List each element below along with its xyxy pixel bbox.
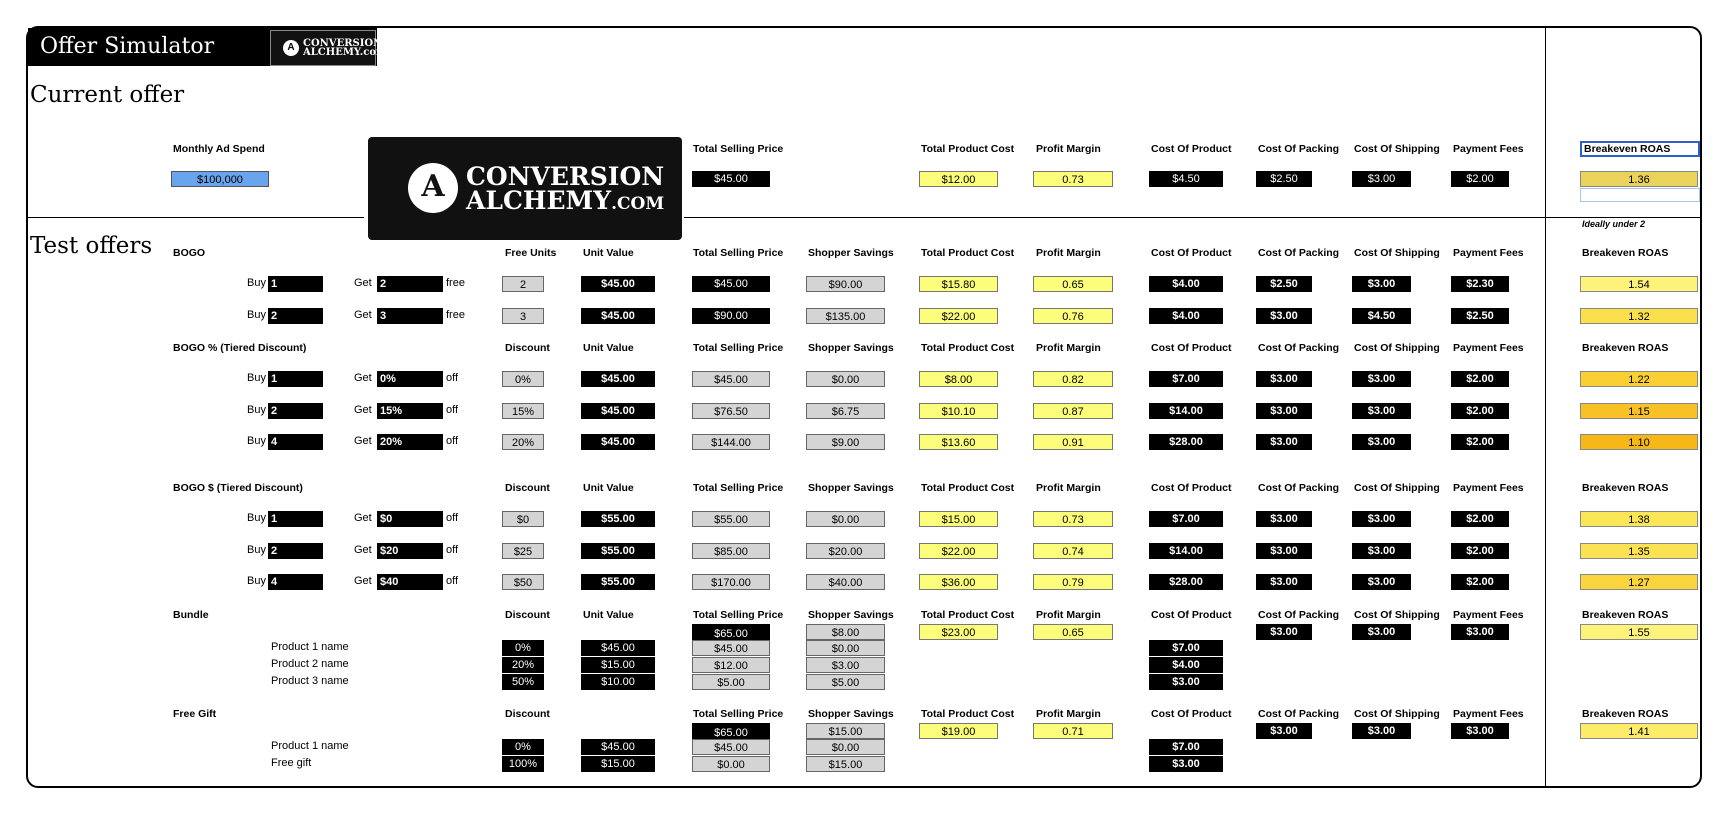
bogo-pct-row-total-selling-price: $144.00: [692, 434, 770, 450]
bogo-pct-row-profit-margin: 0.91: [1033, 434, 1113, 450]
section-test-offers: Test offers: [30, 233, 153, 259]
bogo-row-profit-margin: 0.76: [1033, 308, 1113, 324]
free-gift-cost-of-shipping: $3.00: [1352, 723, 1411, 739]
free-gift-item-shopper-savings: $15.00: [806, 756, 885, 772]
bogo-row-get-input[interactable]: 2: [377, 276, 443, 292]
bogo-row-shopper-savings: $135.00: [806, 308, 885, 324]
bogo-dollar-row-get-input[interactable]: $20: [377, 543, 443, 559]
bogo-row-unit-value: $45.00: [581, 276, 655, 292]
bogo-dollar-row-cost-of-shipping: $3.00: [1352, 574, 1411, 590]
bogo-row-cost-of-packing: $3.00: [1256, 308, 1312, 324]
bundle-header-discount: Discount: [505, 609, 550, 621]
bundle-item-unit-value[interactable]: $10.00: [581, 674, 655, 690]
bogo-header-total-selling-price: Total Selling Price: [693, 247, 784, 259]
bogo-pct-row-cost-of-shipping: $3.00: [1352, 434, 1411, 450]
bogo-dollar-row-suffix-label: off: [446, 544, 459, 556]
bogo-pct-row-total-selling-price: $76.50: [692, 403, 770, 419]
bogo-dollar-row-total-product-cost: $22.00: [919, 543, 998, 559]
free-gift-header-cost-of-packing: Cost Of Packing: [1258, 708, 1340, 720]
bogo-dollar-row-unit-value: $55.00: [581, 543, 655, 559]
free-gift-item-unit-value[interactable]: $45.00: [581, 739, 655, 755]
bogo-pct-row-buy-input[interactable]: 1: [268, 371, 323, 387]
bogo-pct-row-cost-of-product: $7.00: [1149, 371, 1223, 387]
section-current-offer: Current offer: [30, 82, 185, 108]
bundle-header-cost-of-product: Cost Of Product: [1151, 609, 1232, 621]
bogo-pct-header-payment-fees: Payment Fees: [1453, 342, 1524, 354]
bogo-pct-row-payment-fees: $2.00: [1451, 434, 1509, 450]
bogo-dollar-row-total-product-cost: $36.00: [919, 574, 998, 590]
free-gift-header-total-product-cost: Total Product Cost: [921, 708, 1015, 720]
bogo-dollar-row-cost-of-product: $28.00: [1149, 574, 1223, 590]
bogo-dollar-row-suffix-label: off: [446, 575, 459, 587]
bogo-pct-row-cost-of-shipping: $3.00: [1352, 371, 1411, 387]
bogo-dollar-row-cost-of-packing: $3.00: [1256, 511, 1312, 527]
bogo-pct-row-shopper-savings: $9.00: [806, 434, 885, 450]
bogo-dollar-row-get-label: Get: [354, 575, 372, 587]
bundle-item-shopper-savings: $5.00: [806, 674, 885, 690]
bundle-item-name: Product 1 name: [271, 641, 349, 653]
bogo-header-cost-of-packing: Cost Of Packing: [1258, 247, 1340, 259]
bogo-row-breakeven-roas: 1.32: [1580, 308, 1698, 324]
bogo-dollar-header-payment-fees: Payment Fees: [1453, 482, 1524, 494]
selected-cell[interactable]: [1580, 188, 1700, 202]
bundle-payment-fees: $3.00: [1451, 624, 1509, 640]
free-gift-payment-fees: $3.00: [1451, 723, 1509, 739]
bogo-dollar-row-profit-margin: 0.74: [1033, 543, 1113, 559]
free-gift-breakeven-roas: 1.41: [1580, 723, 1698, 739]
bogo-dollar-row-unit-value: $55.00: [581, 511, 655, 527]
bogo-pct-header-unit-value: Unit Value: [583, 342, 634, 354]
bogo-row-units: 2: [502, 276, 544, 292]
current-profit-margin: 0.73: [1033, 171, 1113, 187]
bogo-dollar-row-total-selling-price: $170.00: [692, 574, 770, 590]
bogo-pct-header-discount: Discount: [505, 342, 550, 354]
free-gift-item-shopper-savings: $0.00: [806, 739, 885, 755]
bogo-pct-row-get-label: Get: [354, 404, 372, 416]
bogo-pct-header-total-selling-price: Total Selling Price: [693, 342, 784, 354]
bogo-dollar-row-payment-fees: $2.00: [1451, 511, 1509, 527]
bogo-row-total-selling-price: $45.00: [692, 276, 770, 292]
bundle-item-unit-value[interactable]: $45.00: [581, 640, 655, 656]
bogo-pct-row-breakeven-roas: 1.15: [1580, 403, 1698, 419]
free-gift-cost-of-packing: $3.00: [1256, 723, 1312, 739]
current-payment-fees: $2.00: [1451, 171, 1509, 187]
bogo-dollar-row-cost-of-product: $7.00: [1149, 511, 1223, 527]
bogo-row-get-label: Get: [354, 277, 372, 289]
current-cost-of-shipping: $3.00: [1352, 171, 1411, 187]
current-cost-of-packing: $2.50: [1256, 171, 1312, 187]
bogo-dollar-header-cost-of-shipping: Cost Of Shipping: [1354, 482, 1440, 494]
bogo-pct-header-cost-of-packing: Cost Of Packing: [1258, 342, 1340, 354]
bogo-pct-row-profit-margin: 0.87: [1033, 403, 1113, 419]
bogo-row-profit-margin: 0.65: [1033, 276, 1113, 292]
bogo-pct-row-shopper-savings: $6.75: [806, 403, 885, 419]
bundle-shopper-savings: $8.00: [806, 624, 885, 640]
bogo-dollar-row-profit-margin: 0.73: [1033, 511, 1113, 527]
bogo-row-get-input[interactable]: 3: [377, 308, 443, 324]
bundle-item-cost-of-product[interactable]: $4.00: [1149, 657, 1223, 673]
bogo-row-buy-label: Buy: [247, 277, 266, 289]
bogo-pct-row-buy-input[interactable]: 2: [268, 403, 323, 419]
free-gift-item-name: Free gift: [271, 757, 312, 769]
bogo-dollar-row-buy-label: Buy: [247, 512, 266, 524]
brand-mark-icon: A: [408, 163, 458, 213]
bundle-item-name: Product 2 name: [271, 658, 349, 670]
bundle-header-breakeven-roas: Breakeven ROAS: [1582, 609, 1669, 621]
bogo-pct-row-unit-value: $45.00: [581, 371, 655, 387]
bogo-pct-row-payment-fees: $2.00: [1451, 371, 1509, 387]
bundle-item-cost-of-product[interactable]: $3.00: [1149, 674, 1223, 690]
free-gift-total-product-cost: $19.00: [919, 723, 998, 739]
bogo-pct-row-breakeven-roas: 1.22: [1580, 371, 1698, 387]
header-cost-of-shipping: Cost Of Shipping: [1354, 143, 1440, 155]
bogo-row-buy-label: Buy: [247, 309, 266, 321]
brand-mark-icon: A: [283, 40, 299, 56]
bogo-row-cost-of-packing: $2.50: [1256, 276, 1312, 292]
bogo-pct-row-cost-of-product: $14.00: [1149, 403, 1223, 419]
bogo-dollar-row-breakeven-roas: 1.35: [1580, 543, 1698, 559]
bogo-pct-row-cost-of-packing: $3.00: [1256, 403, 1312, 419]
bogo-dollar-row-get-input[interactable]: $40: [377, 574, 443, 590]
bogo-row-buy-input[interactable]: 1: [268, 276, 323, 292]
free-gift-header-profit-margin: Profit Margin: [1036, 708, 1101, 720]
bogo-row-units: 3: [502, 308, 544, 324]
current-cost-of-product: $4.50: [1149, 171, 1223, 187]
bogo-dollar-title: BOGO $ (Tiered Discount): [173, 482, 303, 494]
free-gift-item-discount[interactable]: 100%: [502, 756, 544, 772]
free-gift-title: Free Gift: [173, 708, 217, 720]
bogo-pct-row-buy-label: Buy: [247, 435, 266, 447]
brand-logo-small: [270, 30, 387, 66]
bogo-pct-header-profit-margin: Profit Margin: [1036, 342, 1101, 354]
bogo-pct-row-cost-of-packing: $3.00: [1256, 434, 1312, 450]
bundle-item-cost-of-product[interactable]: $7.00: [1149, 640, 1223, 656]
header-cost-of-packing: Cost Of Packing: [1258, 143, 1340, 155]
bogo-dollar-row-unit-value: $55.00: [581, 574, 655, 590]
bogo-dollar-row-buy-input[interactable]: 2: [268, 543, 323, 559]
free-gift-item-cost-of-product[interactable]: $3.00: [1149, 756, 1223, 772]
bogo-title: BOGO: [173, 247, 206, 259]
bundle-header-cost-of-shipping: Cost Of Shipping: [1354, 609, 1440, 621]
bogo-pct-row-get-input[interactable]: 15%: [377, 403, 443, 419]
bogo-pct-row-buy-label: Buy: [247, 372, 266, 384]
bogo-row-total-product-cost: $22.00: [919, 308, 998, 324]
free-gift-total-selling-price: $65.00: [692, 723, 770, 739]
bogo-dollar-header-cost-of-packing: Cost Of Packing: [1258, 482, 1340, 494]
bogo-pct-row-get-label: Get: [354, 435, 372, 447]
current-total-selling-price: $45.00: [692, 171, 770, 187]
bogo-row-payment-fees: $2.30: [1451, 276, 1509, 292]
bogo-pct-row-shopper-savings: $0.00: [806, 371, 885, 387]
header-total-selling-price: Total Selling Price: [693, 143, 784, 155]
bogo-dollar-row-cost-of-packing: $3.00: [1256, 543, 1312, 559]
bundle-header-shopper-savings: Shopper Savings: [808, 609, 894, 621]
header-monthly-ad-spend: Monthly Ad Spend: [173, 143, 265, 155]
section-divider-right: [684, 217, 1700, 218]
free-gift-header-cost-of-shipping: Cost Of Shipping: [1354, 708, 1440, 720]
bogo-dollar-row-buy-label: Buy: [247, 544, 266, 556]
bundle-header-total-selling-price: Total Selling Price: [693, 609, 784, 621]
bundle-item-unit-value[interactable]: $15.00: [581, 657, 655, 673]
bogo-row-buy-input[interactable]: 2: [268, 308, 323, 324]
bundle-header-unit-value: Unit Value: [583, 609, 634, 621]
free-gift-item-unit-value[interactable]: $15.00: [581, 756, 655, 772]
free-gift-header-discount: Discount: [505, 708, 550, 720]
bogo-dollar-row-payment-fees: $2.00: [1451, 543, 1509, 559]
bogo-header-shopper-savings: Shopper Savings: [808, 247, 894, 259]
bogo-dollar-row-buy-input[interactable]: 4: [268, 574, 323, 590]
bogo-dollar-row-shopper-savings: $40.00: [806, 574, 885, 590]
bogo-pct-row-cost-of-shipping: $3.00: [1352, 403, 1411, 419]
bogo-row-shopper-savings: $90.00: [806, 276, 885, 292]
bogo-dollar-row-shopper-savings: $0.00: [806, 511, 885, 527]
bogo-row-total-product-cost: $15.80: [919, 276, 998, 292]
free-gift-item-discount[interactable]: 0%: [502, 739, 544, 755]
bogo-row-cost-of-product: $4.00: [1149, 276, 1223, 292]
bundle-profit-margin: 0.65: [1033, 624, 1113, 640]
bogo-dollar-header-unit-value: Unit Value: [583, 482, 634, 494]
bogo-pct-header-cost-of-product: Cost Of Product: [1151, 342, 1232, 354]
bogo-header-payment-fees: Payment Fees: [1453, 247, 1524, 259]
bogo-pct-row-buy-input[interactable]: 4: [268, 434, 323, 450]
bogo-pct-row-get-label: Get: [354, 372, 372, 384]
bogo-pct-row-profit-margin: 0.82: [1033, 371, 1113, 387]
bogo-pct-row-disc: 15%: [502, 403, 544, 419]
bogo-dollar-row-payment-fees: $2.00: [1451, 574, 1509, 590]
bogo-row-total-selling-price: $90.00: [692, 308, 770, 324]
bundle-item-discount[interactable]: 0%: [502, 640, 544, 656]
bogo-dollar-header-total-selling-price: Total Selling Price: [693, 482, 784, 494]
bogo-pct-row-suffix-label: off: [446, 435, 459, 447]
bundle-item-name: Product 3 name: [271, 675, 349, 687]
bogo-row-cost-of-shipping: $3.00: [1352, 276, 1411, 292]
current-total-product-cost: $12.00: [919, 171, 998, 187]
app-title: Offer Simulator: [40, 34, 215, 59]
bundle-title: Bundle: [173, 609, 209, 621]
bogo-dollar-row-total-selling-price: $85.00: [692, 543, 770, 559]
bogo-row-breakeven-roas: 1.54: [1580, 276, 1698, 292]
free-gift-header-breakeven-roas: Breakeven ROAS: [1582, 708, 1669, 720]
bogo-dollar-row-total-selling-price: $55.00: [692, 511, 770, 527]
bogo-row-suffix-label: free: [446, 309, 465, 321]
bundle-item-shopper-savings: $3.00: [806, 657, 885, 673]
bogo-dollar-row-cost-of-shipping: $3.00: [1352, 543, 1411, 559]
bogo-header-free-units: Free Units: [505, 247, 557, 259]
bogo-dollar-header-profit-margin: Profit Margin: [1036, 482, 1101, 494]
free-gift-header-shopper-savings: Shopper Savings: [808, 708, 894, 720]
bogo-pct-row-disc: 0%: [502, 371, 544, 387]
bogo-dollar-row-buy-input[interactable]: 1: [268, 511, 323, 527]
header-breakeven-roas[interactable]: Breakeven ROAS: [1580, 141, 1700, 157]
bundle-header-payment-fees: Payment Fees: [1453, 609, 1524, 621]
bundle-item-discount[interactable]: 50%: [502, 674, 544, 690]
bogo-pct-row-suffix-label: off: [446, 372, 459, 384]
bogo-pct-row-get-input[interactable]: 20%: [377, 434, 443, 450]
current-breakeven-roas: 1.36: [1580, 171, 1698, 187]
bogo-dollar-row-buy-label: Buy: [247, 575, 266, 587]
bogo-header-profit-margin: Profit Margin: [1036, 247, 1101, 259]
bogo-dollar-row-profit-margin: 0.79: [1033, 574, 1113, 590]
bogo-dollar-row-cost-of-product: $14.00: [1149, 543, 1223, 559]
bogo-pct-row-breakeven-roas: 1.10: [1580, 434, 1698, 450]
bogo-dollar-row-get-label: Get: [354, 512, 372, 524]
bundle-item-total-selling-price: $12.00: [692, 657, 770, 673]
bogo-dollar-header-total-product-cost: Total Product Cost: [921, 482, 1015, 494]
bundle-cost-of-shipping: $3.00: [1352, 624, 1411, 640]
bundle-breakeven-roas: 1.55: [1580, 624, 1698, 640]
bogo-dollar-row-disc: $0: [502, 511, 544, 527]
bundle-item-total-selling-price: $45.00: [692, 640, 770, 656]
bogo-row-payment-fees: $2.50: [1451, 308, 1509, 324]
free-gift-item-cost-of-product[interactable]: $7.00: [1149, 739, 1223, 755]
bogo-row-cost-of-product: $4.00: [1149, 308, 1223, 324]
bogo-pct-header-shopper-savings: Shopper Savings: [808, 342, 894, 354]
brand-logo: [368, 137, 682, 240]
bogo-dollar-row-suffix-label: off: [446, 512, 459, 524]
bogo-dollar-header-breakeven-roas: Breakeven ROAS: [1582, 482, 1669, 494]
bogo-pct-row-suffix-label: off: [446, 404, 459, 416]
free-gift-item-total-selling-price: $45.00: [692, 739, 770, 755]
bogo-dollar-row-shopper-savings: $20.00: [806, 543, 885, 559]
brand-wordmark: CONVERSION ALCHEMY.COM: [466, 162, 665, 215]
bogo-row-cost-of-shipping: $4.50: [1352, 308, 1411, 324]
bogo-pct-row-payment-fees: $2.00: [1451, 403, 1509, 419]
bogo-dollar-row-get-label: Get: [354, 544, 372, 556]
bogo-header-cost-of-product: Cost Of Product: [1151, 247, 1232, 259]
bogo-header-unit-value: Unit Value: [583, 247, 634, 259]
bogo-row-suffix-label: free: [446, 277, 465, 289]
bundle-item-discount[interactable]: 20%: [502, 657, 544, 673]
bogo-dollar-header-cost-of-product: Cost Of Product: [1151, 482, 1232, 494]
free-gift-profit-margin: 0.71: [1033, 723, 1113, 739]
bundle-item-shopper-savings: $0.00: [806, 640, 885, 656]
section-divider: [28, 217, 364, 218]
header-payment-fees: Payment Fees: [1453, 143, 1524, 155]
bundle-header-profit-margin: Profit Margin: [1036, 609, 1101, 621]
bundle-total-product-cost: $23.00: [919, 624, 998, 640]
bogo-pct-row-cost-of-product: $28.00: [1149, 434, 1223, 450]
bogo-dollar-row-cost-of-shipping: $3.00: [1352, 511, 1411, 527]
bogo-pct-row-unit-value: $45.00: [581, 403, 655, 419]
free-gift-shopper-savings: $15.00: [806, 723, 885, 739]
header-profit-margin: Profit Margin: [1036, 143, 1101, 155]
bogo-pct-row-get-input[interactable]: 0%: [377, 371, 443, 387]
bogo-pct-header-cost-of-shipping: Cost Of Shipping: [1354, 342, 1440, 354]
bogo-header-total-product-cost: Total Product Cost: [921, 247, 1015, 259]
bundle-item-total-selling-price: $5.00: [692, 674, 770, 690]
bogo-dollar-row-disc: $25: [502, 543, 544, 559]
bogo-dollar-row-cost-of-packing: $3.00: [1256, 574, 1312, 590]
bogo-dollar-row-breakeven-roas: 1.38: [1580, 511, 1698, 527]
bogo-header-cost-of-shipping: Cost Of Shipping: [1354, 247, 1440, 259]
free-gift-header-payment-fees: Payment Fees: [1453, 708, 1524, 720]
bogo-pct-row-unit-value: $45.00: [581, 434, 655, 450]
free-gift-header-cost-of-product: Cost Of Product: [1151, 708, 1232, 720]
bogo-row-get-label: Get: [354, 309, 372, 321]
bogo-dollar-row-get-input[interactable]: $0: [377, 511, 443, 527]
bogo-dollar-header-shopper-savings: Shopper Savings: [808, 482, 894, 494]
bundle-header-cost-of-packing: Cost Of Packing: [1258, 609, 1340, 621]
bogo-dollar-header-discount: Discount: [505, 482, 550, 494]
free-gift-item-total-selling-price: $0.00: [692, 756, 770, 772]
bogo-dollar-row-breakeven-roas: 1.27: [1580, 574, 1698, 590]
bogo-dollar-row-total-product-cost: $15.00: [919, 511, 998, 527]
bogo-pct-row-total-selling-price: $45.00: [692, 371, 770, 387]
bogo-header-breakeven-roas: Breakeven ROAS: [1582, 247, 1669, 259]
bogo-row-unit-value: $45.00: [581, 308, 655, 324]
bogo-pct-row-cost-of-packing: $3.00: [1256, 371, 1312, 387]
bogo-pct-row-total-product-cost: $8.00: [919, 371, 998, 387]
ad-spend-input[interactable]: $100,000: [171, 171, 269, 187]
bogo-pct-header-total-product-cost: Total Product Cost: [921, 342, 1015, 354]
bundle-header-total-product-cost: Total Product Cost: [921, 609, 1015, 621]
bogo-pct-title: BOGO % (Tiered Discount): [173, 342, 307, 354]
free-gift-header-total-selling-price: Total Selling Price: [693, 708, 784, 720]
roas-note: Ideally under 2: [1582, 219, 1646, 229]
column-divider: [1545, 27, 1546, 787]
bogo-pct-row-buy-label: Buy: [247, 404, 266, 416]
bogo-pct-row-total-product-cost: $10.10: [919, 403, 998, 419]
bogo-pct-header-breakeven-roas: Breakeven ROAS: [1582, 342, 1669, 354]
bogo-dollar-row-disc: $50: [502, 574, 544, 590]
bundle-total-selling-price: $65.00: [692, 624, 770, 640]
bogo-pct-row-disc: 20%: [502, 434, 544, 450]
bundle-cost-of-packing: $3.00: [1256, 624, 1312, 640]
bogo-pct-row-total-product-cost: $13.60: [919, 434, 998, 450]
free-gift-item-name: Product 1 name: [271, 740, 349, 752]
brand-wordmark-small: CONVERSION ALCHEMY.com: [303, 38, 387, 58]
header-total-product-cost: Total Product Cost: [921, 143, 1015, 155]
header-cost-of-product: Cost Of Product: [1151, 143, 1232, 155]
